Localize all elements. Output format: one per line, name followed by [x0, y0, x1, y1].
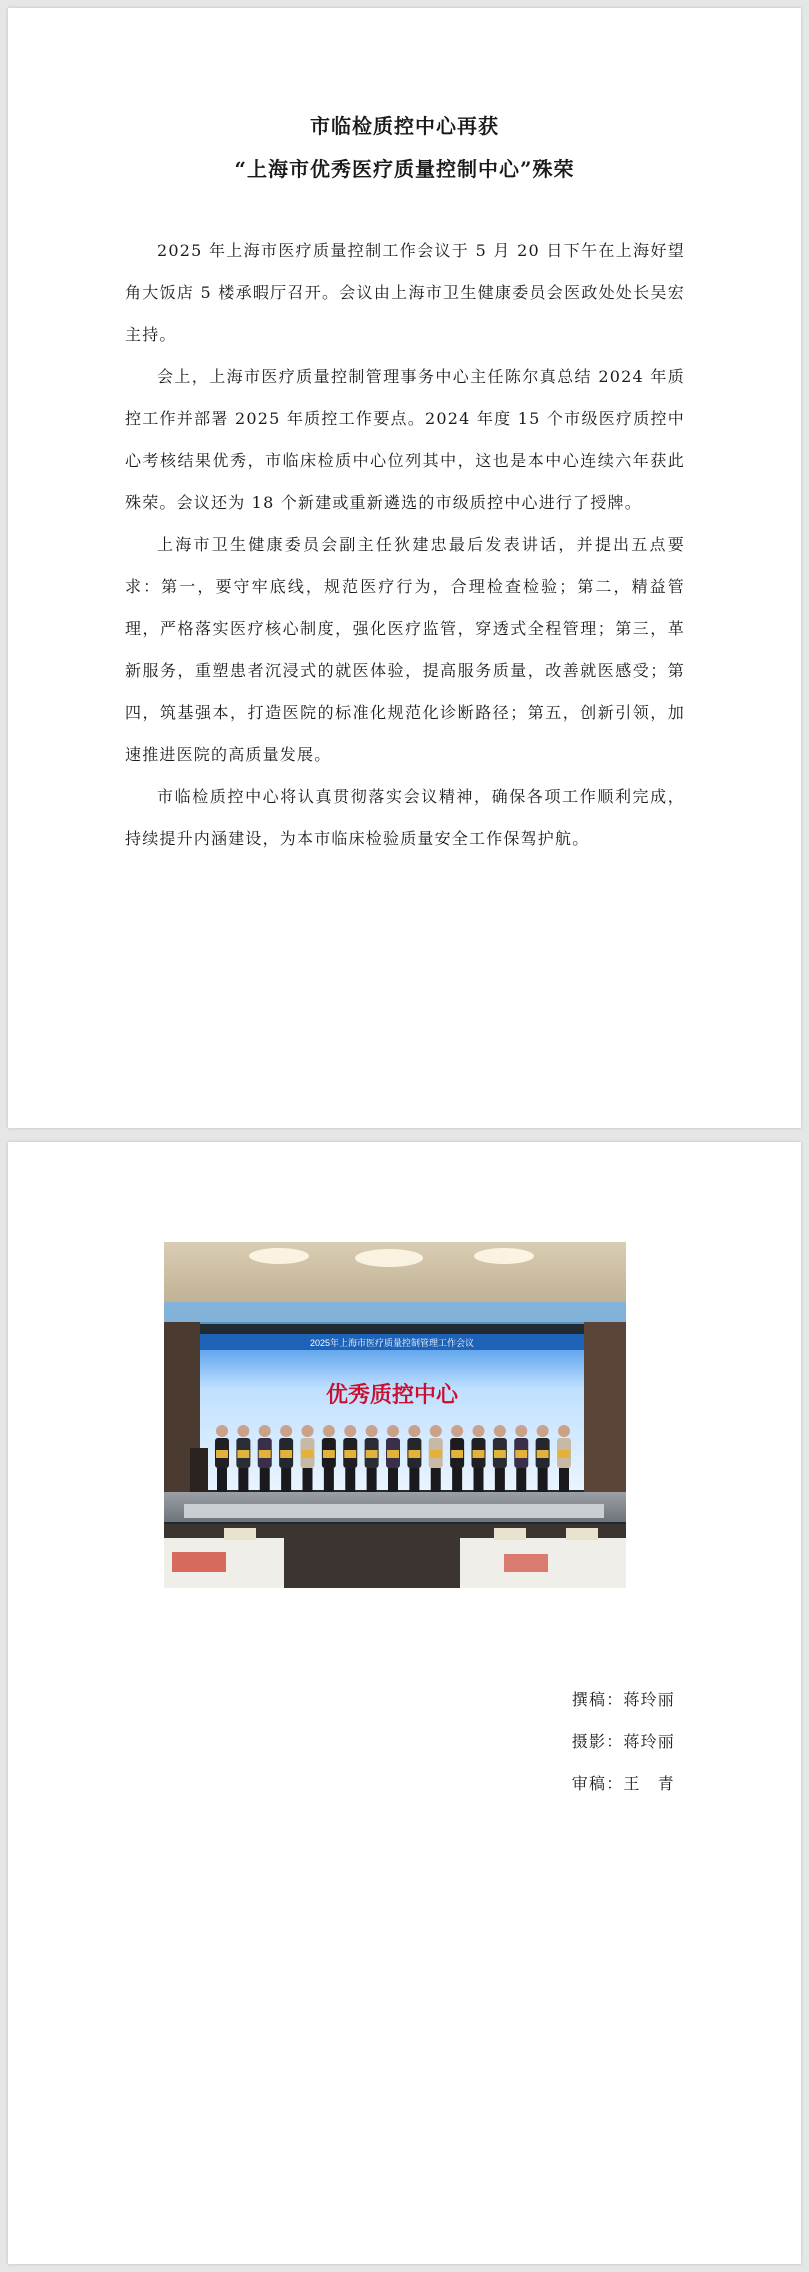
person-head [451, 1425, 463, 1437]
person-legs [281, 1468, 291, 1494]
person-head [323, 1425, 335, 1437]
person-head [537, 1425, 549, 1437]
person-legs [409, 1468, 419, 1494]
person-head [494, 1425, 506, 1437]
award-plaque [366, 1450, 378, 1458]
person-legs [559, 1468, 569, 1494]
person-head [366, 1425, 378, 1437]
person-head [302, 1425, 314, 1437]
person-legs [260, 1468, 270, 1494]
person-head [237, 1425, 249, 1437]
article-body [125, 230, 685, 860]
person-head [216, 1425, 228, 1437]
banner-heading: 2025年上海市医疗质量控制管理工作会议 [309, 1338, 475, 1348]
person-legs [324, 1468, 334, 1494]
person-head [259, 1425, 271, 1437]
award-plaque [323, 1450, 335, 1458]
credit-writer: 撰稿：蒋玲丽 [571, 1690, 675, 1709]
award-plaque [302, 1450, 314, 1458]
award-plaque [515, 1450, 527, 1458]
person-head [344, 1425, 356, 1437]
person-head [408, 1425, 420, 1437]
banner-slogan: 优秀质控中心 [325, 1382, 459, 1408]
person-head [430, 1425, 442, 1437]
person-head [387, 1425, 399, 1437]
award-plaque [430, 1450, 442, 1458]
document-page-2 [8, 1142, 801, 2264]
award-plaque [537, 1450, 549, 1458]
credit-reviewer: 审稿：王 青 [571, 1774, 675, 1793]
award-plaque [216, 1450, 228, 1458]
person-legs [345, 1468, 355, 1494]
award-plaque [259, 1450, 271, 1458]
credits-block [572, 1679, 675, 1805]
award-plaque [408, 1450, 420, 1458]
photo-illustration [164, 1242, 626, 1588]
document-page-1 [8, 8, 801, 1128]
award-plaque [237, 1450, 249, 1458]
paragraph-summary: 会上，上海市医疗质量控制管理事务中心主任陈尔真总结 2024 年质控工作并部署 2025 年质控工作要点。2024 年度 15 个市级医疗质控中心考核结果优秀，市临床检质中心位列其中，这也是本中心连续六年获此殊荣。会议还为 18 个新建或重新遴选的市级质控中心进行了授牌。 [125, 367, 685, 512]
paragraph-requirements: 上海市卫生健康委员会副主任狄建忠最后发表讲话，并提出五点要求：第一，要守牢底线，规范医疗行为，合理检查检验；第二，精益管理，严格落实医疗核心制度，强化医疗监管，穿透式全程管理；第三，革新服务，重塑患者沉浸式的就医体验，提高服务质量，改善就医感受；第四，筑基强本，打造医院的标准化规范化诊断路径；第五，创新引领，加速推进医院的高质量发展。 [125, 535, 685, 764]
person-head [473, 1425, 485, 1437]
person-legs [538, 1468, 548, 1494]
person-legs [217, 1468, 227, 1494]
article-title-line-1: 市临检质控中心再获 [310, 114, 499, 138]
award-plaque [387, 1450, 399, 1458]
award-plaque [280, 1450, 292, 1458]
person-legs [452, 1468, 462, 1494]
award-ceremony-photo [164, 1242, 626, 1588]
person-legs [388, 1468, 398, 1494]
award-plaque [473, 1450, 485, 1458]
person-legs [431, 1468, 441, 1494]
person-legs [367, 1468, 377, 1494]
person-legs [303, 1468, 313, 1494]
lectern [190, 1448, 208, 1494]
paragraph-meeting-intro: 2025 年上海市医疗质量控制工作会议于 5 月 20 日下午在上海好望角大饭店 5 楼承暇厅召开。会议由上海市卫生健康委员会医政处处长吴宏主持。 [125, 241, 685, 344]
person-head [558, 1425, 570, 1437]
person-legs [238, 1468, 248, 1494]
award-plaque [451, 1450, 463, 1458]
paragraph-conclusion: 市临检质控中心将认真贯彻落实会议精神，确保各项工作顺利完成，持续提升内涵建设，为本市临床检验质量安全工作保驾护航。 [125, 787, 685, 848]
award-plaque [494, 1450, 506, 1458]
person-head [515, 1425, 527, 1437]
credit-photographer: 摄影：蒋玲丽 [571, 1732, 675, 1751]
person-legs [474, 1468, 484, 1494]
award-plaque [558, 1450, 570, 1458]
person-legs [495, 1468, 505, 1494]
award-plaque [344, 1450, 356, 1458]
person-head [280, 1425, 292, 1437]
article-title-line-2: “上海市优秀医疗质量控制中心”殊荣 [234, 157, 575, 181]
person-legs [516, 1468, 526, 1494]
